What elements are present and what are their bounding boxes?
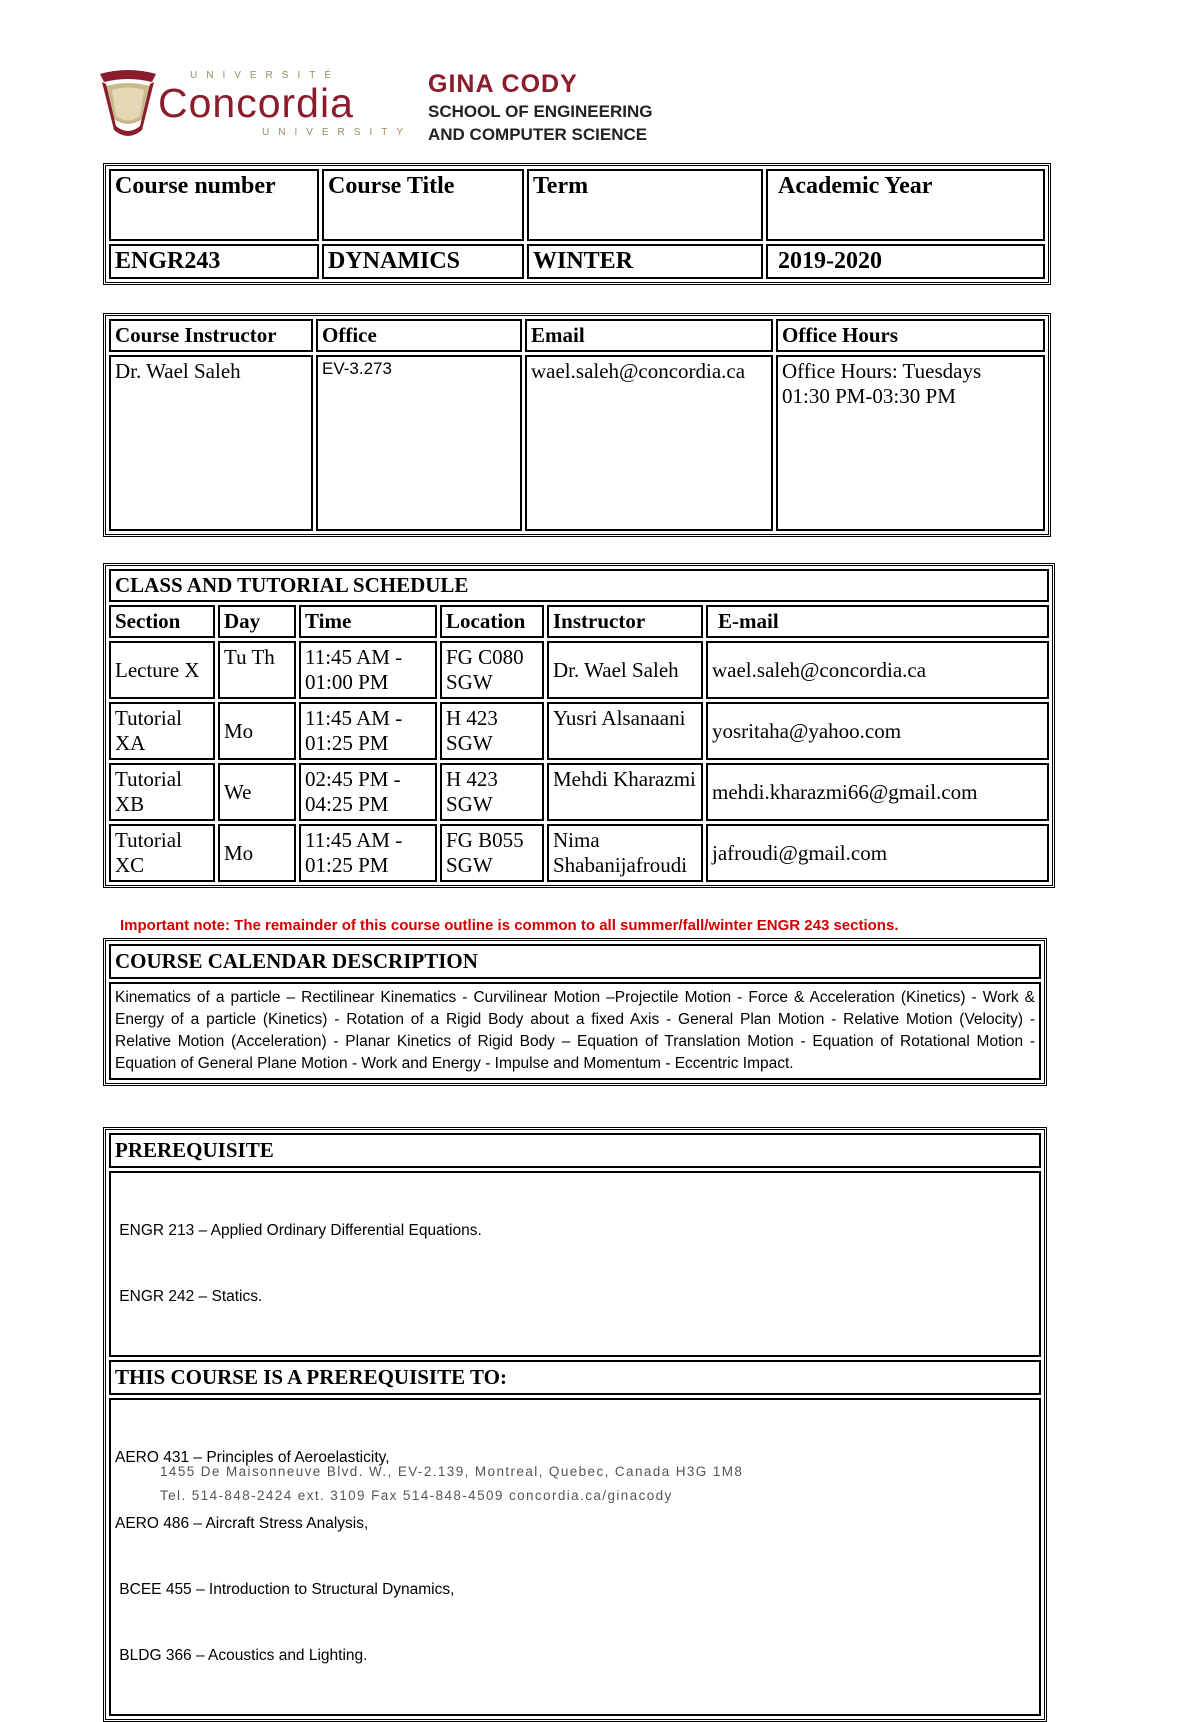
calendar-description-box [103, 938, 1047, 1086]
row-time: 11:45 AM - 01:25 PM [299, 824, 437, 882]
row-section: Tutorial XA [109, 702, 215, 760]
row-time: 11:45 AM - 01:00 PM [299, 641, 437, 699]
row-day: Mo [218, 824, 296, 882]
footer-contact: Tel. 514-848-2424 ext. 3109 Fax 514-848-4509 concordia.ca/ginacody [160, 1488, 673, 1503]
header-instructor: Instructor [547, 605, 703, 638]
row-location: H 423 SGW [440, 763, 544, 821]
row-day: We [218, 763, 296, 821]
list-item: ENGR 213 – Applied Ordinary Differential Equations. [115, 1222, 482, 1239]
header-e-mail: E-mail [706, 605, 1049, 638]
instructor-name: Dr. Wael Saleh [109, 355, 313, 531]
row-section: Tutorial XC [109, 824, 215, 882]
header-day: Day [218, 605, 296, 638]
footer-address: 1455 De Maisonneuve Blvd. W., EV-2.139, Montreal, Quebec, Canada H3G 1M8 [160, 1464, 744, 1479]
list-item: AERO 486 – Aircraft Stress Analysis, [115, 1515, 369, 1532]
course-year: 2019-2020 [766, 244, 1045, 279]
course-info-table [103, 163, 1051, 285]
logo-concordia: Concordia [158, 80, 354, 126]
row-location: H 423 SGW [440, 702, 544, 760]
row-instructor: Dr. Wael Saleh [547, 641, 703, 699]
calendar-title: COURSE CALENDAR DESCRIPTION [109, 944, 1041, 979]
header-email: Email [525, 319, 773, 352]
list-item: AERO 431 – Principles of Aeroelasticity, [115, 1449, 390, 1466]
row-location: FG B055 SGW [440, 824, 544, 882]
course-number: ENGR243 [109, 244, 319, 279]
school-line-3: AND COMPUTER SCIENCE [428, 125, 648, 144]
prereq-to-list [109, 1398, 1041, 1716]
concordia-crest-icon [98, 68, 158, 144]
row-email[interactable]: mehdi.kharazmi66@gmail.com [706, 763, 1049, 821]
header-location: Location [440, 605, 544, 638]
prerequisite-box [103, 1127, 1047, 1722]
schedule-title: CLASS AND TUTORIAL SCHEDULE [109, 569, 1049, 602]
row-instructor: Yusri Alsanaani [547, 702, 703, 760]
row-time: 02:45 PM - 04:25 PM [299, 763, 437, 821]
course-title: DYNAMICS [322, 244, 524, 279]
header-course-title: Course Title [322, 169, 524, 241]
prerequisite-list [109, 1171, 1041, 1357]
prereq-to-title: THIS COURSE IS A PREREQUISITE TO: [109, 1360, 1041, 1395]
row-location: FG C080 SGW [440, 641, 544, 699]
school-name: GINA CODY [428, 70, 578, 98]
office-hours-line2: 01:30 PM-03:30 PM [782, 384, 956, 408]
table-row [109, 824, 1049, 882]
header-academic-year: Academic Year [766, 169, 1045, 241]
table-row [109, 702, 1049, 760]
office-hours-line1: Office Hours: Tuesdays [782, 359, 982, 383]
instructor-table [103, 313, 1051, 537]
row-email[interactable]: jafroudi@gmail.com [706, 824, 1049, 882]
row-section: Lecture X [109, 641, 215, 699]
school-line-2: SCHOOL OF ENGINEERING [428, 102, 653, 121]
important-note: Important note: The remainder of this course outline is common to all summer/fall/winter ENGR 243 sections. [120, 917, 899, 934]
header-section: Section [109, 605, 215, 638]
row-day: Mo [218, 702, 296, 760]
table-row [109, 641, 1049, 699]
instructor-email[interactable]: wael.saleh@concordia.ca [525, 355, 773, 531]
row-instructor: Mehdi Kharazmi [547, 763, 703, 821]
list-item: BLDG 366 – Acoustics and Lighting. [115, 1647, 368, 1664]
course-term: WINTER [527, 244, 763, 279]
header-course-number: Course number [109, 169, 319, 241]
instructor-office-hours [776, 355, 1045, 531]
row-section: Tutorial XB [109, 763, 215, 821]
list-item: ENGR 242 – Statics. [115, 1288, 263, 1305]
header-time: Time [299, 605, 437, 638]
header-office-hours: Office Hours [776, 319, 1045, 352]
row-email[interactable]: yosritaha@yahoo.com [706, 702, 1049, 760]
prerequisite-title: PREREQUISITE [109, 1133, 1041, 1168]
calendar-text: Kinematics of a particle – Rectilinear Kinematics - Curvilinear Motion –Projectile Motion - Force & Acceleration (Kinetics) - Work & Energy of a particle (Kinetics) - Rotation of a Rigid Body about a fixed Axis - General Plan Motion - Relative Motion (Velocity) - Relative Motion (Acceleration) - Planar Kinetics of Rigid Body – Equation of Translation Motion - Equation of Rotational Motion - Equation of General Plane Motion - Work and Energy - Impulse and Momentum - Eccentric Impact. [109, 982, 1041, 1080]
header-term: Term [527, 169, 763, 241]
row-time: 11:45 AM - 01:25 PM [299, 702, 437, 760]
instructor-office [316, 355, 522, 531]
list-item: BCEE 455 – Introduction to Structural Dynamics, [115, 1581, 455, 1598]
header-course-instructor: Course Instructor [109, 319, 313, 352]
table-row [109, 763, 1049, 821]
logo-university-en: UNIVERSITY [262, 127, 413, 138]
schedule-table [103, 563, 1055, 888]
header-office: Office [316, 319, 522, 352]
row-day: Tu Th [218, 641, 296, 699]
office-value: EV-3.273 [322, 359, 392, 378]
logo-university-fr: UNIVERSITÉ [190, 70, 341, 81]
row-instructor: Nima Shabanijafroudi [547, 824, 703, 882]
row-email[interactable]: wael.saleh@concordia.ca [706, 641, 1049, 699]
